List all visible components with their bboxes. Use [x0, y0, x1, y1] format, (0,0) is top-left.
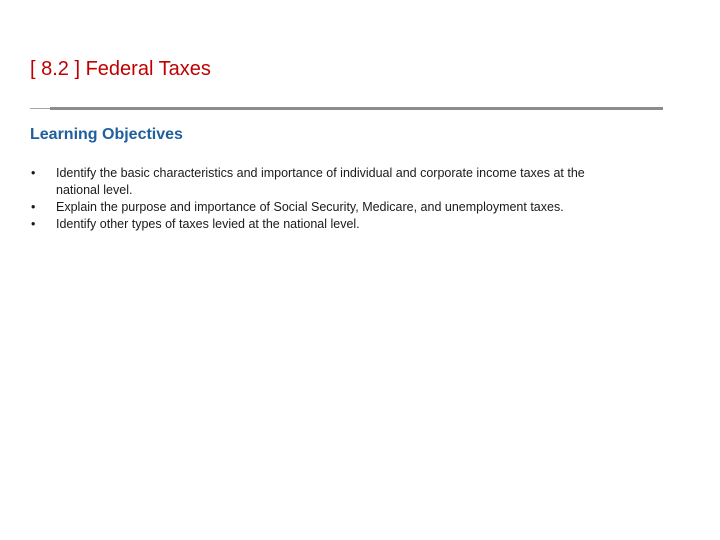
divider-thin-segment [30, 108, 50, 109]
title-divider [30, 107, 663, 110]
objective-text: Explain the purpose and importance of Social Security, Medicare, and unemployment taxes. [56, 200, 564, 214]
objective-text: Identify the basic characteristics and importance of individual and corporate income taxes at the national level. [56, 166, 585, 197]
objective-item [30, 165, 630, 199]
objective-item [30, 216, 630, 233]
bullet-icon: • [31, 200, 36, 214]
bullet-icon: • [31, 166, 36, 180]
learning-objectives-heading: Learning Objectives [30, 126, 183, 143]
bullet-icon: • [31, 217, 36, 231]
divider-thick-segment [50, 107, 663, 110]
objectives-list [30, 165, 630, 233]
objective-text: Identify other types of taxes levied at the national level. [56, 217, 360, 231]
objective-item [30, 199, 630, 216]
slide-title: [ 8.2 ] Federal Taxes [30, 58, 211, 80]
